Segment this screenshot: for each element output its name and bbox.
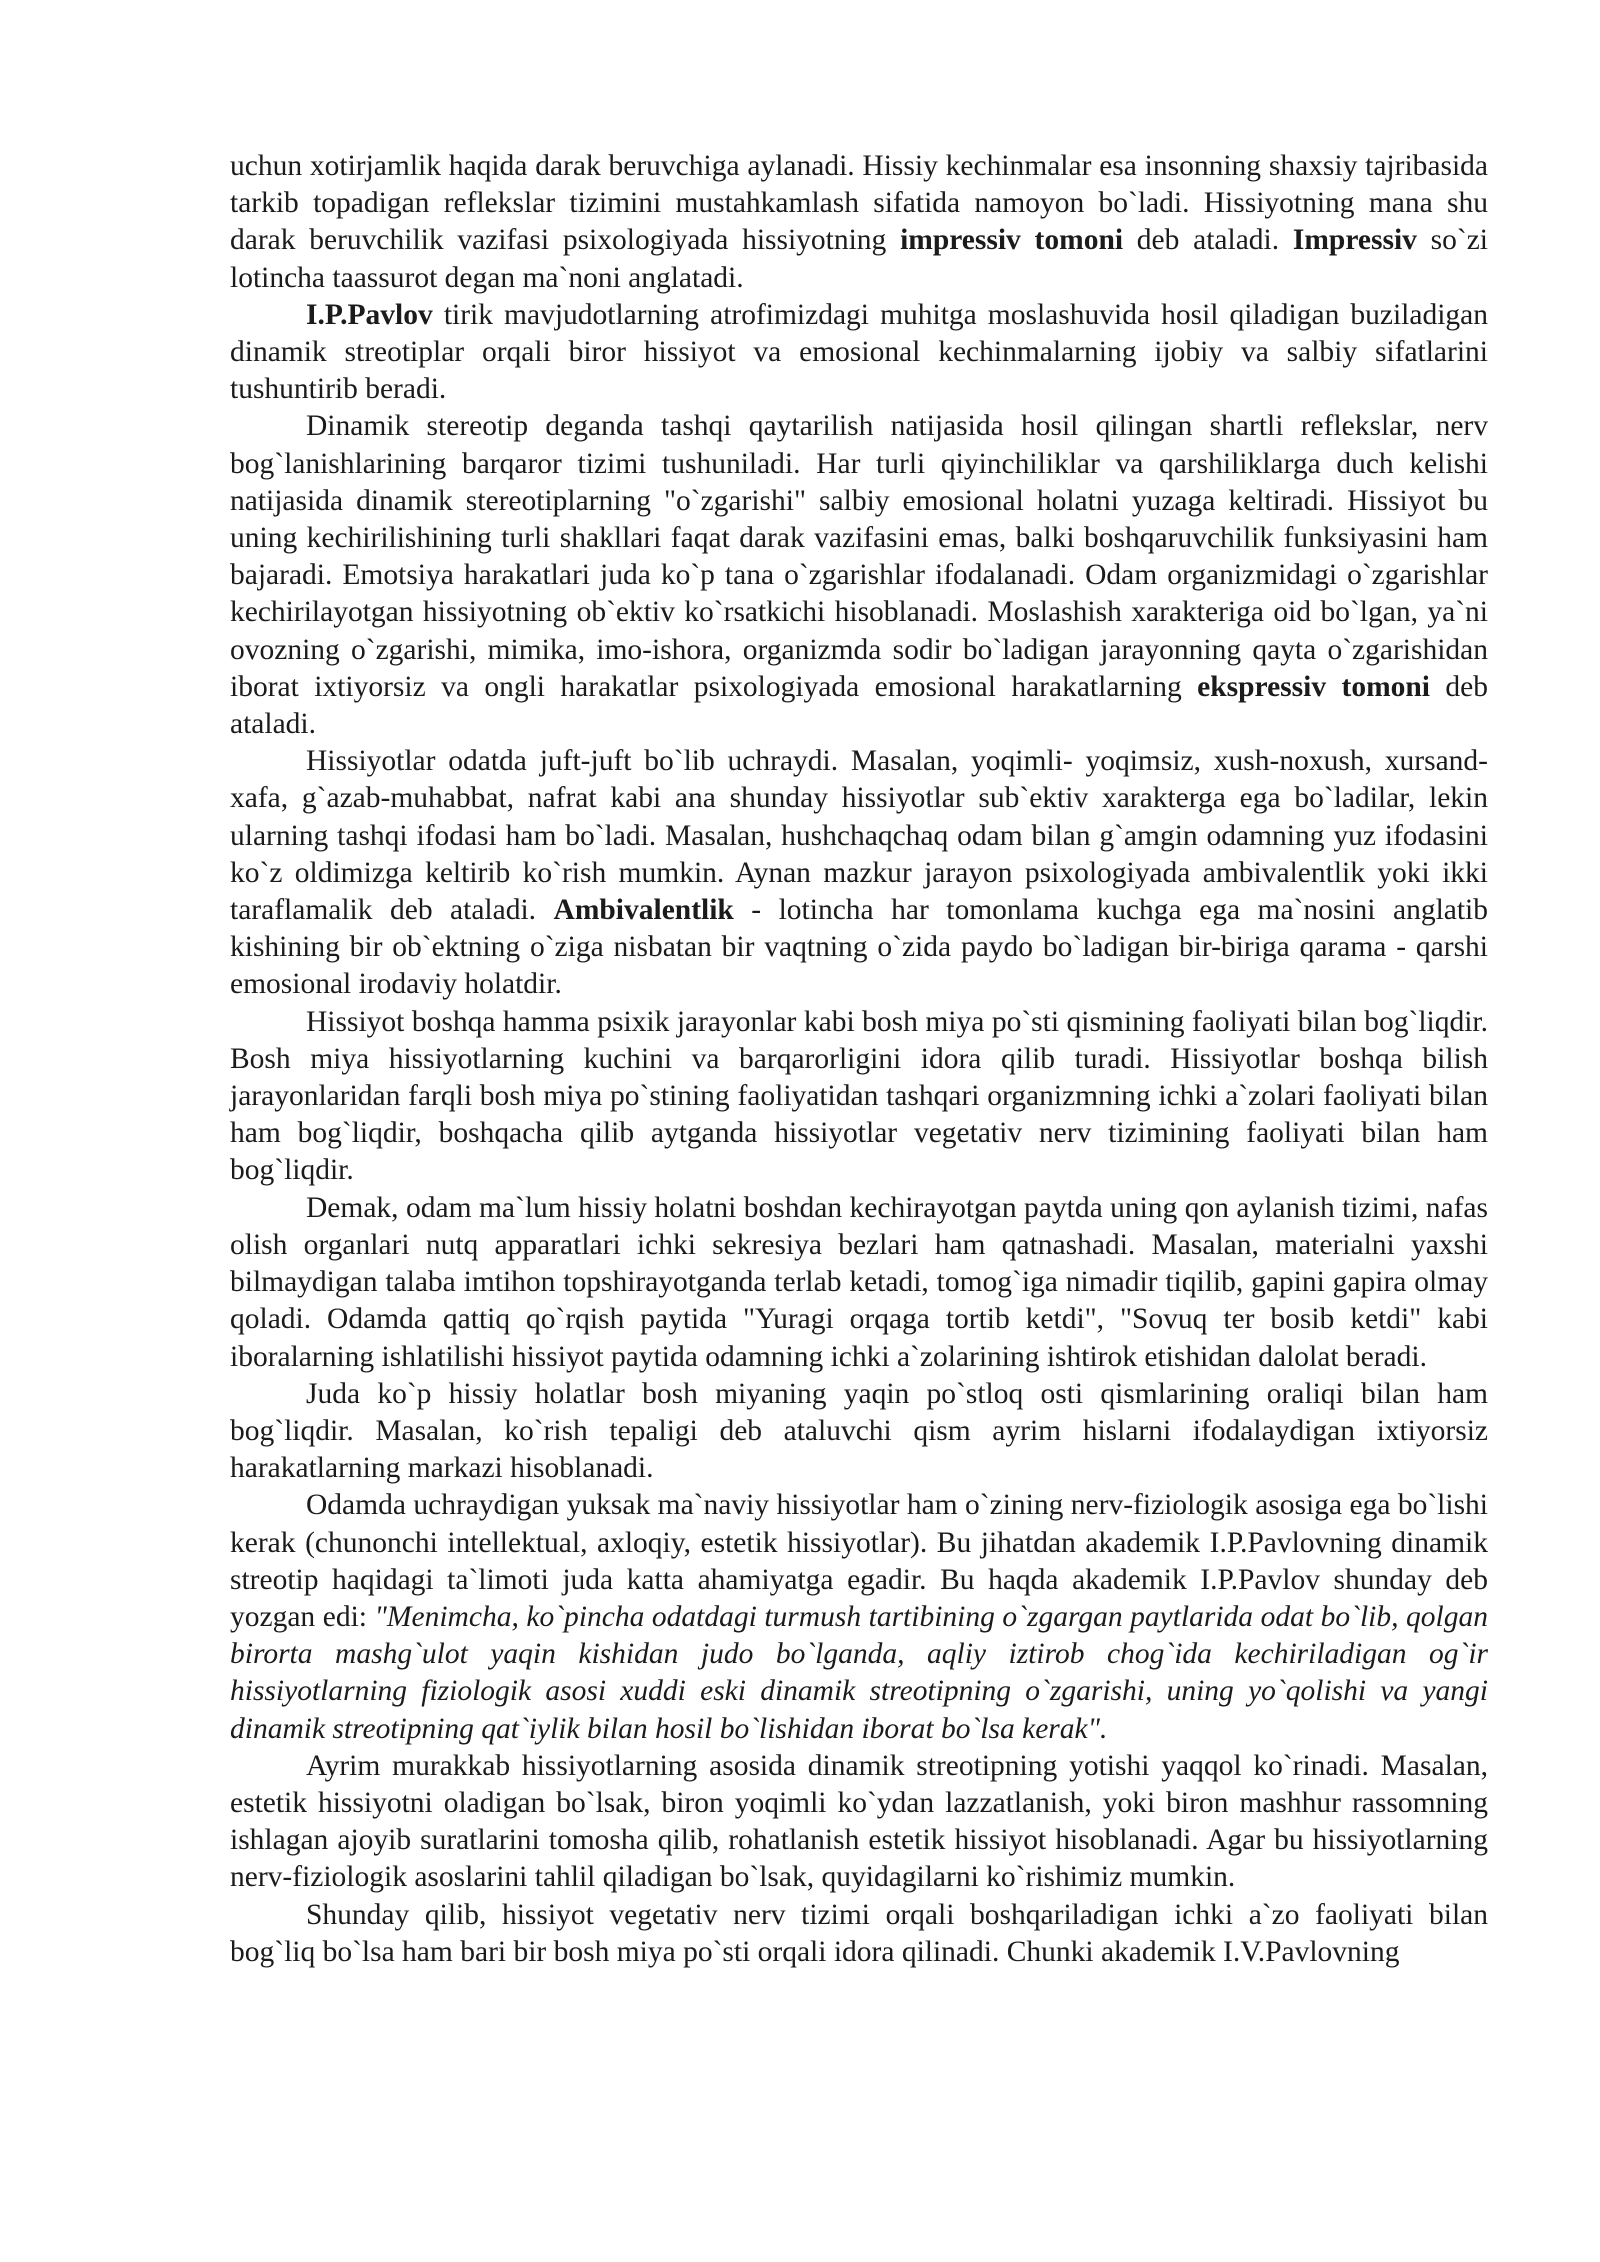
paragraph-text: uchun xotirjamlik haqida darak beruvchiga aylanadi. Hissiy kechinmalar esa insonning shaxsiy tajribasida tarkib topadigan reflekslar tizimini mustahkamlash sifatida namoyon bo`ladi. Hissiyotning mana shu darak beruvchilik vazifasi psixologiyada hissiyotning [230,150,1488,257]
paragraph-3 [230,408,1488,743]
paragraph-text: so`zi lotincha taassurot degan ma`noni anglatadi. [230,224,1488,294]
paragraph-5: Hissiyot boshqa hamma psixik jarayonlar kabi bosh miya po`sti qismining faoliyati bilan bog`liqdir. Bosh miya hissiyotlarning kuchini va barqarorligini idora qilib turadi. Hissiyotlar boshqa bilish jarayonlaridan farqli bosh miya po`stining faoliyatidan tashqari organizmning ichki a`zolari faoliyati bilan ham bog`liqdir, boshqacha qilib aytganda hissiyotlar vegetativ nerv tizimining faoliyati bilan ham bog`liqdir. [230,1005,1488,1187]
paragraph-text: deb ataladi. [1123,224,1293,257]
paragraph-text: Hissiyotlar odatda juft-juft bo`lib uchraydi. Masalan, yoqimli- yoqimsiz, xush-noxush, xursand-xafa, g`azab-muhabbat, nafrat kabi ana shunday hissiyotlar sub`ektiv xarakterga ega bo`ladilar, lekin ularning tashqi ifodasi ham bo`ladi. Masalan, hushchaqchaq odam bilan g`amgin odamning yuz ifodasini ko`z oldimizga keltirib ko`rish mumkin. Aynan mazkur jarayon psixologiyada ambivalentlik yoki ikki taraflamalik deb ataladi. [230,745,1488,927]
paragraph-2 [230,297,1488,409]
bold-term-ambivalentlik: Ambivalentlik [553,894,734,927]
paragraph-1 [230,148,1488,297]
bold-term-impressiv-tomoni: impressiv tomoni [900,224,1124,257]
paragraph-text: - lotincha har tomonlama kuchga ega ma`nosini anglatib kishining bir ob`ektning o`ziga nisbatan bir vaqtning o`zida paydo bo`ladigan bir-biriga qarama - qarshi emosional irodaviy holatdir. [230,894,1488,1001]
paragraph-6: Demak, odam ma`lum hissiy holatni boshdan kechirayotgan paytda uning qon aylanish tizimi, nafas olish organlari nutq apparatlari ichki sekresiya bezlari ham qatnashadi. Masalan, materialni yaxshi bilmaydigan talaba imtihon topshirayotganda terlab ketadi, tomog`iga nimadir tiqilib, gapini gapira olmay qoladi. Odamda qattiq qo`rqish paytida "Yuragi orqaga tortib ketdi", "Sovuq ter bosib ketdi" kabi iboralarning ishlatilishi hissiyot paytida odamning ichki a`zolarining ishtirok etishidan dalolat beradi. [230,1191,1488,1373]
paragraph-text: Odamda uchraydigan yuksak ma`naviy hissiyotlar ham o`zining nerv-fiziologik asosiga ega bo`lishi kerak (chunonchi intellektual, axloqiy, estetik hissiyotlar). Bu jihatdan akademik I.P.Pavlovning dinamik streotip haqidagi ta`limoti juda katta ahamiyatga egadir. Bu haqda akademik I.P.Pavlov shunday deb yozgan edi: [230,1489,1488,1633]
paragraph-text: tirik mavjudotlarning atrofimizdagi muhitga moslashuvida hosil qiladigan buziladigan dinamik streotiplar orqali biror hissiyot va emosional kechinmalarning ijobiy va salbiy sifatlarini tushuntirib beradi. [230,298,1488,406]
paragraph-8 [230,1487,1488,1747]
bold-term-impressiv: Impressiv [1292,224,1417,257]
paragraph-4 [230,743,1488,1003]
bold-term-pavlov: I.P.Pavlov [306,298,433,331]
paragraph-10: Shunday qilib, hissiyot vegetativ nerv tizimi orqali boshqariladigan ichki a`zo faoliyati bilan bog`liq bo`lsa ham bari bir bosh miya po`sti orqali idora qilinadi. Chunki akademik I.V.Pavlovning [230,1898,1488,1968]
paragraph-9: Ayrim murakkab hissiyotlarning asosida dinamik streotipning yotishi yaqqol ko`rinadi. Masalan, estetik hissiyotni oladigan bo`lsak, biron yoqimli ko`ydan lazzatlanish, yoki biron mashhur rassomning ishlagan ajoyib suratlarini tomosha qilib, rohatlanish estetik hissiyot hisoblanadi. Agar bu hissiyotlarning nerv-fiziologik asoslarini tahlil qiladigan bo`lsak, quyidagilarni ko`rishimiz mumkin. [230,1749,1488,1894]
document-page [230,148,1488,1971]
paragraph-text: deb ataladi. [230,670,1489,741]
bold-term-ekspressiv-tomoni: ekspressiv tomoni [1197,670,1430,703]
paragraph-7: Juda ko`p hissiy holatlar bosh miyaning yaqin po`stloq osti qismlarining oraliqi bilan ham bog`liqdir. Masalan, ko`rish tepaligi deb ataluvchi qism ayrim hislarni ifodalaydigan ixtiyorsiz harakatlarning markazi hisoblanadi. [230,1377,1488,1485]
italic-quote: "Menimcha, ko`pincha odatdagi turmush tartibining o`zgargan paytlarida odat bo`lib, qolgan birorta mashg`ulot yaqin kishidan judo bo`lganda, aqliy iztirob chog`ida kechiriladigan og`ir hissiyotlarning fiziologik asosi xuddi eski dinamik streotipning o`zgarishi, uning yo`qolishi va yangi dinamik streotipning qat`iylik bilan hosil bo`lishidan iborat bo`lsa kerak". [230,1600,1488,1745]
paragraph-text: Dinamik stereotip deganda tashqi qaytarilish natijasida hosil qilingan shartli reflekslar, nerv bog`lanishlarining barqaror tizimi tushuniladi. Har turli qiyinchiliklar va qarshiliklarga duch kelishi natijasida dinamik stereotiplarning "o`zgarishi" salbiy emosional holatni yuzaga keltiradi. Hissiyot bu uning kechirilishining turli shakllari faqat darak vazifasini emas, balki boshqaruvchilik funksiyasini ham bajaradi. Emotsiya harakatlari juda ko`p tana o`zgarishlar ifodalanadi. Odam organizmidagi o`zgarishlar kechirilayotgan hissiyotning ob`ektiv ko`rsatkichi hisoblanadi. Moslashish xarakteriga oid bo`lgan, ya`ni ovozning o`zgarishi, mimika, imo-ishora, organizmda sodir bo`ladigan jarayonning qayta o`zgarishidan iborat ixtiyorsiz va ongli harakatlar psixologiyada emosional harakatlarning [230,410,1488,703]
